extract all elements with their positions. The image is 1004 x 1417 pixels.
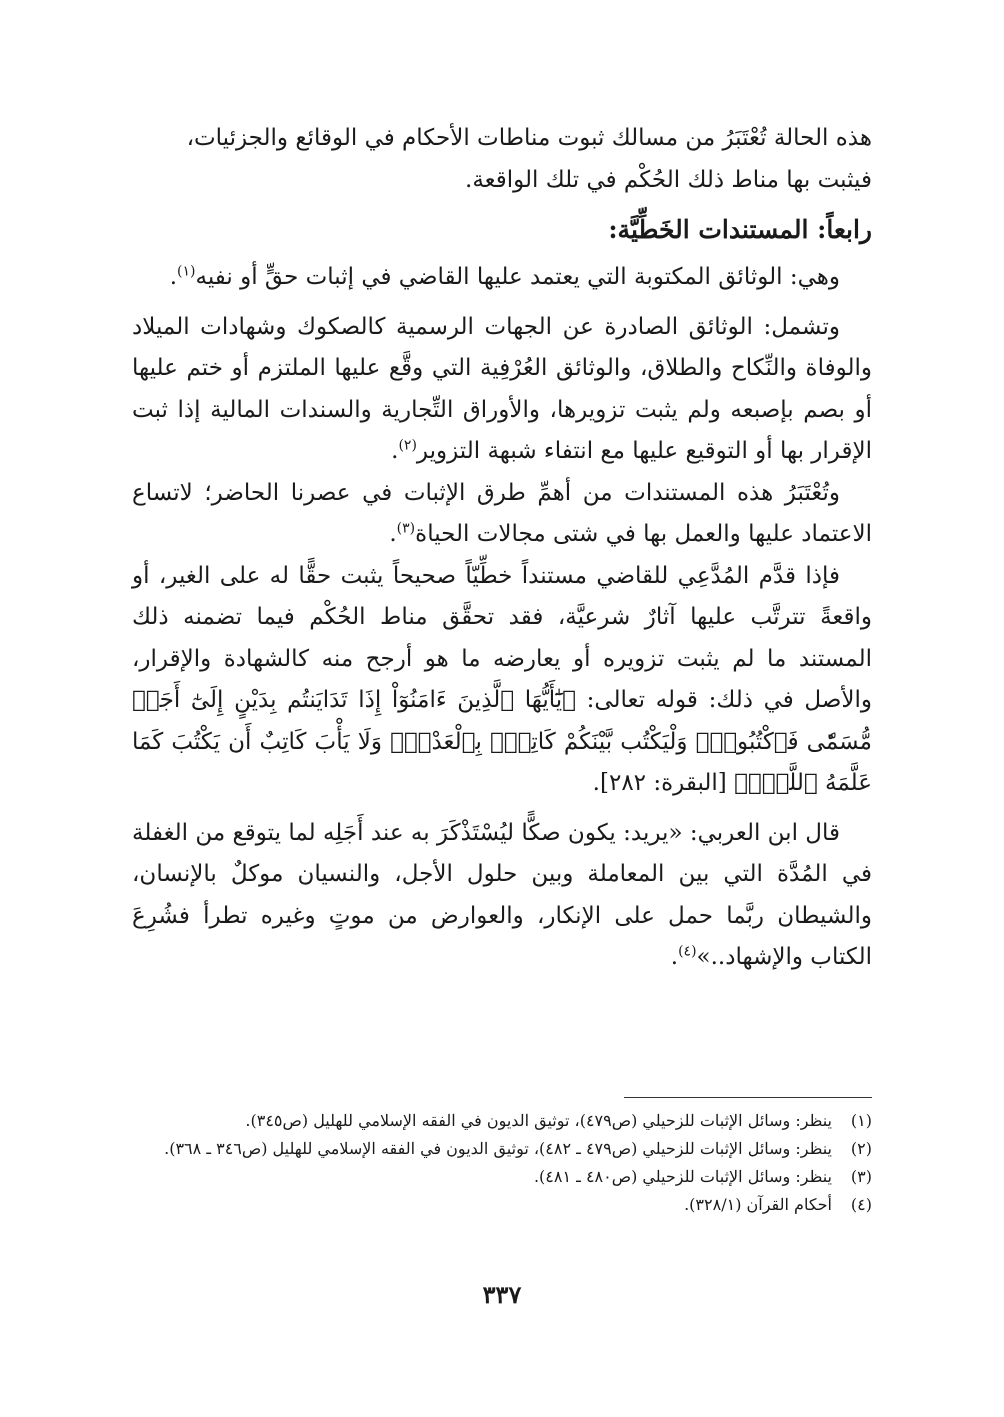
page-number: ٣٣٧: [482, 1280, 522, 1309]
paragraph-4-text: وتُعْتَبَرُ هذه المستندات من أهمِّ طرق الإثبات في عصرنا الحاضر؛ لاتساع الاعتماد عليها والعمل بها في شتى مجالات الحياة: [132, 479, 872, 547]
paragraph-1-line-2: فيثبت بها مناط ذلك الحُكْم في تلك الواقعة.: [465, 166, 872, 193]
footnote-4: [132, 1191, 872, 1219]
footnote-text: ينظر: وسائل الإثبات للزحيلي (ص٤٧٩ ـ ٤٨٢)، توثيق الديون في الفقه الإسلامي للهليل (ص٣٤٦ ـ ٣٦٨).: [164, 1139, 832, 1158]
paragraph-5: [132, 556, 872, 805]
footnote-ref-3[interactable]: (٣): [396, 520, 416, 537]
paragraph-6: قال ابن العربي: «يريد: يكون صكًّا ليُسْتَذْكَرَ به عند أَجَلِه لما يتوقع من الغفلة في المُدَّة التي بين المعاملة وبين حلول الأجل، والنسيان موكلٌ بالإنسان، والشيطان ربَّما حمل على الإنكار، والعوارض من موتٍ وغيره تطرأ فشُرِعَ الكتاب والإشهاد..»$^{(٤)}$.: [132, 819, 872, 970]
paragraph-3-text: وتشمل: الوثائق الصادرة عن الجهات الرسمية كالصكوك وشهادات الميلاد والوفاة والنِّكاح والطلاق، والوثائق العُرْفِية التي وقَّع عليها الملتزم أو ختم عليها أو بصم بإصبعه ولم يثبت تزويرها، والأوراق التِّجارية والسندات المالية إذا ثبت الإقرار بها أو التوقيع عليها مع انتفاء شبهة التزوير: [132, 313, 872, 464]
footnote-text: ينظر: وسائل الإثبات للزحيلي (ص٤٧٩)، توثيق الديون في الفقه الإسلامي للهليل (ص٣٤٥).: [245, 1111, 832, 1130]
footnote-separator: [624, 1097, 872, 1098]
footnote-number: (٢): [850, 1139, 872, 1158]
footnote-number: (٤): [850, 1195, 872, 1214]
paragraph-6-text: قال ابن العربي: «يريد: يكون صكًّا ليُسْتَذْكَرَ به عند أَجَلِه لما يتوقع من الغفلة في المُدَّة التي بين المعاملة وبين حلول الأجل، والنسيان موكلٌ بالإنسان، والشيطان ربَّما حمل على الإنكار، والعوارض من موتٍ وغيره تطرأ فشُرِعَ الكتاب والإشهاد..»: [132, 819, 872, 970]
footnote-text: أحكام القرآن (٣٢٨/١).: [684, 1195, 832, 1214]
footnote-ref-2[interactable]: (٢): [398, 437, 417, 454]
footnote-2: [132, 1135, 872, 1163]
paragraph-2-text: وهي: الوثائق المكتوبة التي يعتمد عليها القاضي في إثبات حقٍّ أو نفيه: [195, 264, 840, 290]
footnote-ref-4[interactable]: (٤): [678, 943, 697, 960]
paragraph-3: وتشمل: الوثائق الصادرة عن الجهات الرسمية كالصكوك وشهادات الميلاد والوفاة والنِّكاح والطلاق، والوثائق العُرْفِية التي وقَّع عليها الملتزم أو ختم عليها أو بصم بإصبعه ولم يثبت تزويرها، والأوراق التِّجارية والسندات المالية إذا ثبت الإقرار بها أو التوقيع عليها مع انتفاء شبهة التزوير$^{(٢)}$.: [132, 313, 872, 464]
paragraph-4: وتُعْتَبَرُ هذه المستندات من أهمِّ طرق الإثبات في عصرنا الحاضر؛ لاتساع الاعتماد عليها والعمل بها في شتى مجالات الحياة$^{(٣)}$.: [132, 479, 872, 547]
footnote-number: (١): [850, 1111, 872, 1130]
footnote-text: ينظر: وسائل الإثبات للزحيلي (ص٤٨٠ ـ ٤٨١).: [533, 1167, 832, 1186]
footnote-number: (٣): [850, 1167, 872, 1186]
footnote-1: [132, 1107, 872, 1135]
paragraph-1-line-1: هذه الحالة تُعْتَبَرُ من مسالك ثبوت مناطات الأحكام في الوقائع والجزئيات،: [186, 125, 872, 151]
footnotes: [132, 1107, 872, 1219]
paragraph-2: وهي: الوثائق المكتوبة التي يعتمد عليها القاضي في إثبات حقٍّ أو نفيه$^{(١)}$.: [169, 263, 840, 290]
footnote-ref-1[interactable]: (١): [177, 263, 196, 280]
section-heading: رابعاً: المستندات الخَطِّيَّة:: [608, 215, 872, 244]
page-body: [132, 118, 872, 979]
paragraph-1: [132, 118, 872, 201]
footnote-3: [132, 1163, 872, 1191]
paragraph-5-text: فإذا قدَّم المُدَّعِي للقاضي مستنداً خطِّيّاً صحيحاً يثبت حقًّا له على الغير، أو واقعةً تترتَّب عليها آثارٌ شرعيَّة، فقد تحقَّق مناط الحُكْم فيما تضمنه ذلك المستند ما لم يثبت تزويره أو يعارضه ما هو أرجح منه كالشهادة والإقرار، والأصل في ذلك: قوله تعالى: ﴿يَٰٓأَيُّهَا ٱلَّذِينَ ءَامَنُوٓاْ إِذَا تَدَايَنتُم بِدَيْنٍ إِلَىٰٓ أَجَلٖ مُّسَمّٗى فَٱكْتُبُوهُۚ وَلْيَكْتُب بَّيْنَكُمْ كَاتِبُۢ بِٱلْعَدْلِۚ وَلَا يَأْبَ كَاتِبٌ أَن يَكْتُبَ كَمَا عَلَّمَهُ ٱللَّهُۚ﴾ [البقرة: ٢٨٢].: [132, 562, 872, 796]
